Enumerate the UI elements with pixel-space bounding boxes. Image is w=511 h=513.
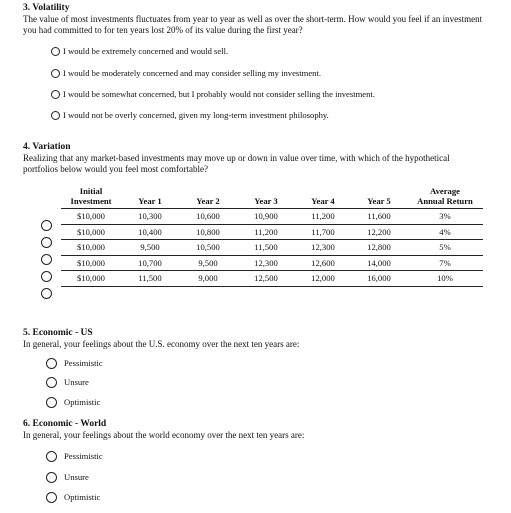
- q5-text: In general, your feelings about the U.S. economy over the next ten years are:: [23, 339, 300, 349]
- table-header-row: [61, 186, 483, 209]
- table-cell: 12,800: [351, 240, 407, 256]
- q6-text: In general, your feelings about the world economy over the next ten years are:: [23, 430, 305, 440]
- header-average-annual-return: Average Annual Return: [407, 186, 483, 209]
- table-row: [61, 240, 483, 256]
- table-cell: 16,000: [351, 271, 407, 287]
- table-cell: 12,500: [237, 271, 295, 287]
- header-year-4: Year 4: [295, 186, 351, 209]
- q5-title: 5. Economic - US: [23, 328, 93, 338]
- q5-option-label: Pessimistic: [64, 358, 103, 368]
- q4-text: Realizing that any market-based investments may move up or down in value over time, with which of the hypothetical portfolios below would you feel most comfortable?: [23, 153, 450, 174]
- radio-button[interactable]: [46, 358, 57, 369]
- table-cell: 10,300: [121, 209, 179, 225]
- q4-title: 4. Variation: [23, 142, 71, 152]
- header-year-3: Year 3: [237, 186, 295, 209]
- table-cell: 10,900: [237, 209, 295, 225]
- q3-option-label: I would be moderately concerned and may consider selling my investment.: [63, 68, 321, 78]
- q6-option-label: Pessimistic: [64, 451, 103, 461]
- portfolio-radio-2[interactable]: [41, 237, 52, 248]
- header-year-1: Year 1: [121, 186, 179, 209]
- q3-title: 3. Volatility: [23, 3, 70, 13]
- table-cell: 10,400: [121, 224, 179, 240]
- table-cell: $10,000: [61, 271, 121, 287]
- q3-option-1[interactable]: [51, 46, 228, 57]
- radio-button[interactable]: [46, 472, 57, 483]
- table-cell: 11,500: [237, 240, 295, 256]
- table-cell: 9,000: [179, 271, 237, 287]
- table-cell: 11,200: [237, 224, 295, 240]
- table-cell: 12,600: [295, 255, 351, 271]
- table-cell: 12,200: [351, 224, 407, 240]
- radio-button[interactable]: [46, 397, 57, 408]
- table-row: [61, 209, 483, 225]
- table-cell: $10,000: [61, 240, 121, 256]
- table-cell: 12,300: [237, 255, 295, 271]
- table-cell: 10,800: [179, 224, 237, 240]
- q3-option-2[interactable]: [51, 68, 321, 79]
- q3-option-label: I would not be overly concerned, given my long-term investment philosophy.: [63, 110, 329, 120]
- header-year-2: Year 2: [179, 186, 237, 209]
- q6-option-label: Optimistic: [64, 492, 101, 502]
- q3-option-4[interactable]: [51, 110, 329, 121]
- portfolio-radio-5[interactable]: [41, 288, 52, 299]
- table-cell: 12,000: [295, 271, 351, 287]
- q6-option-optimistic[interactable]: [46, 492, 100, 503]
- table-cell: 4%: [407, 224, 483, 240]
- q3-option-label: I would be somewhat concerned, but I probably would not consider selling the investment.: [63, 89, 375, 99]
- table-row: [61, 271, 483, 287]
- header-initial-investment: Initial Investment: [61, 186, 121, 209]
- q5-option-label: Optimistic: [64, 397, 101, 407]
- radio-button[interactable]: [46, 492, 57, 503]
- table-cell: 12,300: [295, 240, 351, 256]
- radio-button[interactable]: [46, 377, 57, 388]
- table-cell: 10,600: [179, 209, 237, 225]
- radio-button[interactable]: [51, 47, 60, 56]
- radio-button[interactable]: [51, 111, 60, 120]
- table-cell: $10,000: [61, 209, 121, 225]
- table-cell: 14,000: [351, 255, 407, 271]
- table-cell: $10,000: [61, 224, 121, 240]
- table-cell: 9,500: [121, 240, 179, 256]
- table-cell: 10%: [407, 271, 483, 287]
- table-cell: 9,500: [179, 255, 237, 271]
- portfolio-table: [61, 186, 483, 287]
- portfolio-radio-1[interactable]: [41, 220, 52, 231]
- q3-option-label: I would be extremely concerned and would sell.: [63, 46, 229, 56]
- table-cell: 11,700: [295, 224, 351, 240]
- portfolio-radio-4[interactable]: [41, 271, 52, 282]
- table-cell: 10,700: [121, 255, 179, 271]
- table-cell: 7%: [407, 255, 483, 271]
- table-cell: 5%: [407, 240, 483, 256]
- q6-option-pessimistic[interactable]: [46, 451, 103, 462]
- radio-button[interactable]: [51, 90, 60, 99]
- q5-option-label: Unsure: [64, 377, 89, 387]
- radio-button[interactable]: [46, 451, 57, 462]
- table-row: [61, 224, 483, 240]
- q6-title: 6. Economic - World: [23, 419, 107, 429]
- q3-text: The value of most investments fluctuates from year to year as well as over the short-term. How would you feel if an investment you had committed to for ten years lost 20% of its value during the first year?: [23, 14, 483, 35]
- table-cell: $10,000: [61, 255, 121, 271]
- table-cell: 3%: [407, 209, 483, 225]
- q5-option-unsure[interactable]: [46, 377, 89, 388]
- q5-option-optimistic[interactable]: [46, 397, 100, 408]
- table-cell: 11,200: [295, 209, 351, 225]
- q6-option-label: Unsure: [64, 472, 89, 482]
- table-cell: 11,500: [121, 271, 179, 287]
- table-cell: 11,600: [351, 209, 407, 225]
- q5-option-pessimistic[interactable]: [46, 358, 103, 369]
- radio-button[interactable]: [51, 69, 60, 78]
- table-row: [61, 255, 483, 271]
- table-cell: 10,500: [179, 240, 237, 256]
- portfolio-radio-3[interactable]: [41, 254, 52, 265]
- q3-option-3[interactable]: [51, 89, 375, 100]
- q6-option-unsure[interactable]: [46, 472, 89, 483]
- header-year-5: Year 5: [351, 186, 407, 209]
